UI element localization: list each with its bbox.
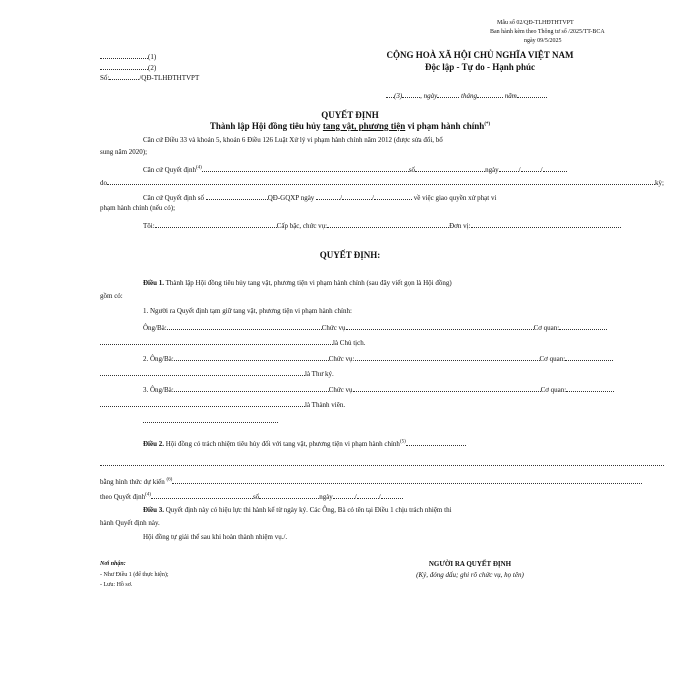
form-code-line1: Mẫu số 02/QĐ-TLHĐTHTVPT bbox=[497, 20, 574, 26]
member2-role-row bbox=[100, 367, 334, 378]
article2-text: Hội đồng có trách nhiệm tiêu hủy đối với tang vật, phương tiện vi phạm hành chính bbox=[164, 440, 400, 448]
national-slogan: Độc lập - Tự do - Hạnh phúc bbox=[424, 62, 535, 72]
agency-line-1 bbox=[100, 50, 156, 61]
member1-chucvu: Chức vụ bbox=[321, 324, 346, 332]
article2-line4 bbox=[100, 490, 403, 501]
member1-name-blank[interactable] bbox=[167, 321, 322, 330]
decision-number-line bbox=[100, 71, 199, 82]
agency1-ref: (1) bbox=[148, 53, 157, 61]
member3-role: là Thành viên. bbox=[305, 401, 346, 409]
article2-theo: theo Quyết định bbox=[100, 493, 146, 501]
recipients-title: Nơi nhận: bbox=[100, 561, 126, 567]
article2-slash1: / bbox=[354, 493, 357, 501]
place-ref: (3) bbox=[394, 92, 403, 100]
member1-row bbox=[143, 321, 607, 332]
preamble-p3-line2: phạm hành chính (nếu có); bbox=[100, 204, 176, 212]
subtitle-underline: tang vật, phương tiện bbox=[322, 121, 406, 131]
member1-ongba: Ông/Bà: bbox=[143, 324, 167, 332]
year-label: năm bbox=[504, 92, 517, 100]
p3-slash1: / bbox=[340, 194, 343, 202]
member3-position-blank[interactable] bbox=[353, 383, 541, 392]
preamble-p2-line2 bbox=[100, 176, 664, 187]
p3-label: Căn cứ Quyết định số bbox=[143, 194, 204, 202]
agency1-blank[interactable] bbox=[100, 50, 148, 59]
p3-day-blank[interactable] bbox=[316, 191, 343, 202]
member3-agency-blank[interactable] bbox=[566, 383, 614, 392]
article2-items-blank-2[interactable] bbox=[100, 457, 664, 466]
p2-year-blank[interactable] bbox=[540, 163, 567, 174]
p2-decision-blank[interactable] bbox=[202, 163, 409, 172]
article2-label: Điều 2. bbox=[143, 440, 164, 448]
p2-slash2: / bbox=[540, 166, 543, 174]
article2-line1 bbox=[143, 437, 466, 448]
member-more-row bbox=[143, 414, 278, 425]
member2-agency-blank[interactable] bbox=[565, 352, 613, 361]
article3-line3: Hội đồng tự giải thể sau khi hoàn thành nhiệm vụ./. bbox=[143, 533, 288, 541]
decision-subtitle bbox=[150, 121, 550, 131]
article2-hinhthuc: bằng hình thức dự kiến bbox=[100, 478, 165, 486]
p2-day-blank[interactable] bbox=[499, 163, 519, 172]
place-blank-a[interactable] bbox=[386, 89, 394, 98]
member1-position-blank[interactable] bbox=[346, 321, 534, 330]
signer-title: NGƯỜI RA QUYẾT ĐỊNH bbox=[428, 560, 512, 568]
number-blank[interactable] bbox=[109, 71, 139, 80]
member3-chucvu: Chức vụ bbox=[328, 386, 353, 394]
capbac-blank[interactable] bbox=[327, 219, 449, 228]
article2-day-blank[interactable] bbox=[333, 490, 355, 499]
subtitle-post: vi phạm hành chính bbox=[405, 121, 485, 131]
decision-title: QUYẾT ĐỊNH bbox=[321, 110, 379, 120]
donvi-label: Đơn vị: bbox=[449, 222, 471, 230]
p3-number-blank[interactable] bbox=[206, 191, 268, 200]
article2-note: (5) bbox=[399, 439, 406, 445]
p2-end: kỳ; bbox=[655, 179, 664, 187]
p2-so: số bbox=[408, 166, 416, 174]
number-prefix: Số: bbox=[100, 74, 110, 82]
member1-agency-blank[interactable] bbox=[559, 321, 607, 330]
article2-slash2: / bbox=[378, 493, 381, 501]
article2-year-blank[interactable] bbox=[378, 490, 403, 501]
article3-text: Quyết định này có hiệu lực thi hành kể từ ngày ký. Các Ông, Bà có tên tại Điều 1 chịu trách nhiệm thi bbox=[164, 506, 452, 514]
member2-ongba: 2. Ông/Bà: bbox=[143, 355, 174, 363]
member2-position-blank[interactable] bbox=[355, 352, 540, 361]
p2-ngay: ngày bbox=[485, 166, 499, 174]
preamble-p1-line2: sung năm 2020); bbox=[100, 148, 148, 156]
recipient-2: - Lưu: Hồ sơ. bbox=[100, 582, 133, 588]
decide-heading: QUYẾT ĐỊNH: bbox=[319, 250, 381, 260]
article1-item1: 1. Người ra Quyết định tạm giữ tang vật, phương tiện vi phạm hành chính: bbox=[143, 307, 352, 315]
place-blank-b[interactable] bbox=[402, 89, 420, 98]
article1-line2: gồm có: bbox=[100, 292, 123, 300]
place-date-line bbox=[386, 89, 547, 100]
article2-decision-blank[interactable] bbox=[151, 490, 253, 499]
member3-agency-blank-2[interactable] bbox=[100, 398, 305, 407]
member1-role: là Chủ tịch. bbox=[333, 339, 366, 347]
article2-so: số bbox=[252, 493, 260, 501]
member-more-blank[interactable] bbox=[143, 414, 278, 423]
p2-issuer-blank[interactable] bbox=[107, 176, 655, 185]
member2-row bbox=[143, 352, 613, 363]
member1-role-row bbox=[100, 336, 365, 347]
preamble-p3-line1 bbox=[143, 191, 496, 202]
agency2-ref: (2) bbox=[148, 64, 157, 72]
p3-slash2: / bbox=[372, 194, 374, 202]
article1-line1 bbox=[143, 279, 452, 287]
recipient-1: - Như Điều 1 (để thực hiện); bbox=[100, 572, 169, 578]
day-blank[interactable] bbox=[437, 89, 459, 98]
member2-agency-blank-2[interactable] bbox=[100, 367, 305, 376]
preamble-p1-line1: Căn cứ Điều 33 và khoản 5, khoản 6 Điều 126 Luật Xử lý vi phạm hành chính năm 2012 (được sửa đổi, bổ bbox=[143, 136, 443, 144]
article2-month-blank[interactable] bbox=[354, 490, 379, 501]
article2-note4: (4) bbox=[145, 492, 151, 498]
agency2-blank[interactable] bbox=[100, 61, 148, 70]
form-code-line2: Ban hành kèm theo Thông tư số /2025/TT-BCA bbox=[490, 29, 605, 35]
member2-coquan: Cơ quan: bbox=[539, 355, 566, 363]
member2-role: là Thư ký. bbox=[305, 370, 334, 378]
p2-slash1: / bbox=[518, 166, 521, 174]
national-motto: CỘNG HOÀ XÃ HỘI CHỦ NGHĨA VIỆT NAM bbox=[386, 50, 574, 60]
number-suffix: /QĐ-TLHĐTHTVPT bbox=[139, 74, 200, 82]
article3-line2: hành Quyết định này. bbox=[100, 519, 160, 527]
member3-role-row bbox=[100, 398, 345, 409]
member3-coquan: Cơ quan: bbox=[540, 386, 567, 394]
member2-chucvu: Chức vụ: bbox=[328, 355, 355, 363]
article2-note6: (6) bbox=[166, 477, 173, 483]
article2-number-blank[interactable] bbox=[259, 490, 319, 499]
member1-coquan: Cơ quan: bbox=[533, 324, 560, 332]
member3-row bbox=[143, 383, 614, 394]
p2-note: (4) bbox=[195, 165, 202, 171]
article2-line2 bbox=[100, 457, 664, 468]
p3-rest: về việc giao quyền xử phạt vi bbox=[413, 194, 497, 202]
article1-text: Thành lập Hội đồng tiêu hủy tang vật, phương tiện vi phạm hành chính (sau đây viết gọn là Hội đồng) bbox=[164, 279, 452, 287]
article2-line3 bbox=[100, 475, 642, 486]
p2-label: Căn cứ Quyết định bbox=[143, 166, 196, 174]
p3-year-blank[interactable] bbox=[374, 191, 412, 200]
signer-note: (Ký, đóng dấu; ghi rõ chức vụ, họ tên) bbox=[416, 571, 524, 579]
p2-do: do bbox=[100, 179, 107, 187]
donvi-blank[interactable] bbox=[471, 219, 621, 228]
member3-name-blank[interactable] bbox=[174, 383, 329, 392]
month-blank[interactable] bbox=[477, 89, 503, 98]
article2-method-blank[interactable] bbox=[172, 475, 642, 484]
p2-number-blank[interactable] bbox=[415, 163, 485, 172]
preamble-p2-line1 bbox=[143, 163, 567, 174]
form-code-line3: ngày 09/5/2025 bbox=[524, 38, 562, 44]
year-blank[interactable] bbox=[517, 89, 547, 98]
toi-label: Tôi: bbox=[143, 222, 155, 230]
member1-agency-blank-2[interactable] bbox=[100, 336, 333, 345]
article3-label: Điều 3. bbox=[143, 506, 164, 514]
member3-ongba: 3. Ông/Bà: bbox=[143, 386, 174, 394]
preamble-toi-line bbox=[143, 219, 621, 230]
subtitle-pre: Thành lập Hội đồng tiêu hủy bbox=[209, 121, 323, 131]
member2-name-blank[interactable] bbox=[174, 352, 329, 361]
p3-month-blank[interactable] bbox=[342, 191, 372, 200]
article2-ngay: ngày bbox=[319, 493, 333, 501]
month-label: tháng bbox=[461, 92, 477, 100]
article3-line1 bbox=[143, 506, 452, 514]
article2-items-blank[interactable] bbox=[406, 437, 466, 446]
p2-month-blank[interactable] bbox=[518, 163, 541, 174]
toi-blank[interactable] bbox=[155, 219, 277, 228]
capbac-label: Cấp bậc, chức vụ: bbox=[276, 222, 328, 230]
article1-label: Điều 1. bbox=[143, 279, 164, 287]
p3-code: QĐ-GQXP ngày bbox=[267, 194, 315, 202]
day-label: , ngày bbox=[420, 92, 438, 100]
subtitle-note: (*) bbox=[484, 122, 491, 127]
